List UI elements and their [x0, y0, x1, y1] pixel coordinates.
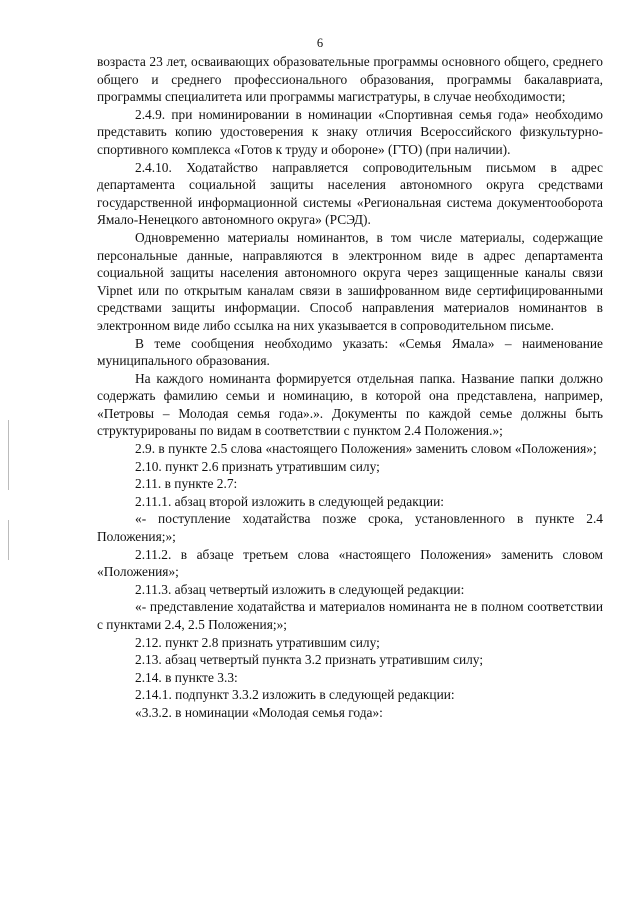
paragraph: На каждого номинанта формируется отдельная папка. Название папки должно содержать фамилию семьи и номинацию, в которой она представлена, например, «Петровы – Молодая семья года».». Документы по каждой семье должны быть структурированы по видам в соответствии с пунктом 2.4 Положения.»; [97, 370, 603, 439]
paragraph: 2.11.1. абзац второй изложить в следующей редакции: [135, 493, 444, 509]
document-body [97, 53, 603, 722]
paragraph: 2.14. в пункте 3.3: [135, 669, 238, 685]
paragraph: «- поступление ходатайства позже срока, установленного в пункте 2.4 Положения;»; [97, 511, 603, 545]
paragraph: «- представление ходатайства и материалов номинанта не в полном соответствии с пунктами 2.4, 2.5 Положения;»; [97, 599, 603, 632]
paragraph: 2.11.3. абзац четвертый изложить в следующей редакции: [135, 581, 465, 597]
paragraph: 2.14.1. подпункт 3.3.2 изложить в следующей редакции: [135, 687, 455, 703]
paragraph: 2.12. пункт 2.8 признать утратившим силу; [135, 634, 380, 650]
paragraph: 2.10. пункт 2.6 признать утратившим силу; [135, 458, 380, 474]
paragraph: 2.4.10. Ходатайство направляется сопроводительным письмом в адрес департамента социальной защиты населения автономного округа средствами государственной информационной системы «Региональная система документооборота Ямало-Ненецкого автономного округа» (РСЭД). [97, 159, 603, 228]
scan-edge-mark [8, 520, 9, 560]
page-number: 6 [316, 36, 324, 50]
paragraph: 2.9. в пункте 2.5 слова «настоящего Положения» заменить словом «Положения»; [135, 441, 597, 457]
paragraph: «3.3.2. в номинации «Молодая семья года»: [135, 704, 383, 720]
paragraph: 2.4.9. при номинировании в номинации «Спортивная семья года» необходимо представить копию удостоверения к знаку отличия Всероссийского физкультурно-спортивного комплекса «Готов к труду и обороне» (ГТО) (при наличии). [97, 106, 603, 157]
paragraph: 2.11. в пункте 2.7: [135, 476, 238, 492]
paragraph: 2.11.2. в абзаце третьем слова «настоящего Положения» заменить словом «Положения»; [97, 546, 603, 580]
paragraph: возраста 23 лет, осваивающих образовательные программы основного общего, среднего общего и среднего профессионального образования, программы бакалавриата, программы специалитета или программы магистратуры, в случае необходимости; [97, 54, 603, 105]
scan-edge-mark [8, 420, 9, 490]
paragraph: В теме сообщения необходимо указать: «Семья Ямала» – наименование муниципального образования. [97, 335, 603, 369]
paragraph: Одновременно материалы номинантов, в том числе материалы, содержащие персональные данные, направляются в электронном виде в адрес департамента социальной защиты населения автономного округа через защищенные каналы связи Vipnet или по открытым каналам связи в зашифрованном виде сертифицированными средствами защиты информации. Способ направления материалов номинантов в электронном виде либо ссылка на них указывается в сопроводительном письме. [97, 229, 603, 333]
paragraph: 2.13. абзац четвертый пункта 3.2 признать утратившим силу; [135, 652, 484, 668]
